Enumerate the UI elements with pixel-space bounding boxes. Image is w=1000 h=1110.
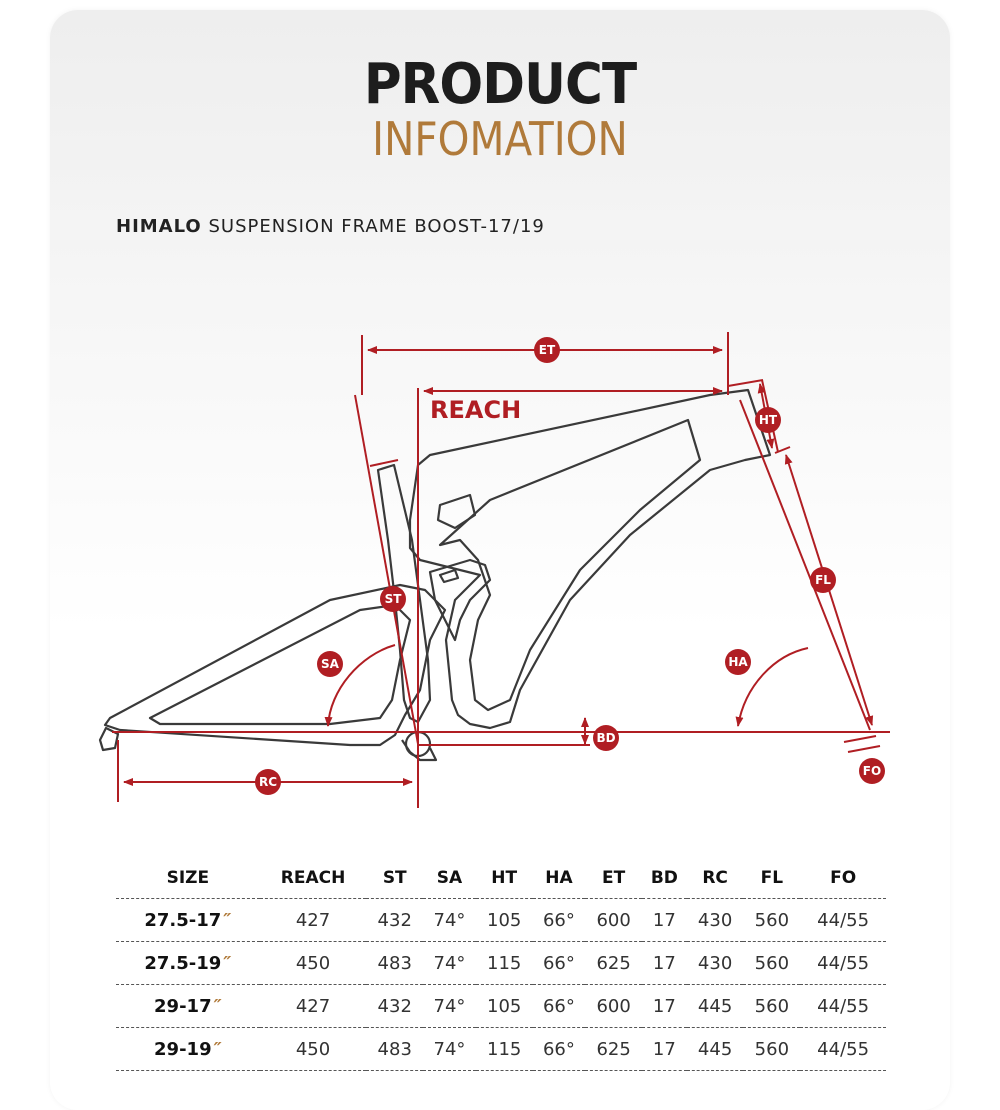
brand-name: HIMALO [116, 216, 202, 237]
cell-fl: 560 [743, 985, 800, 1028]
page-subtitle: INFOMATION [372, 112, 628, 166]
cell-sa: 74° [423, 899, 476, 942]
cell-ht: 115 [476, 1028, 533, 1071]
col-header-fo: FO [800, 858, 886, 899]
fo-label: FO [862, 764, 882, 778]
col-header-ha: HA [533, 858, 586, 899]
cell-fl: 560 [743, 899, 800, 942]
table-row [116, 1028, 886, 1071]
ht-badge [755, 407, 781, 433]
size-value: 29-17 [154, 995, 212, 1017]
inch-mark: ″ [213, 995, 222, 1017]
cell-rc: 445 [687, 985, 744, 1028]
fo-badge [859, 758, 885, 784]
cell-reach: 450 [260, 1028, 367, 1071]
cell-ht: 115 [476, 942, 533, 985]
cell-bd: 17 [642, 942, 687, 985]
ht-label: HT [758, 413, 778, 427]
cell-et: 600 [585, 985, 642, 1028]
cell-et: 600 [585, 899, 642, 942]
cell-et: 625 [585, 1028, 642, 1071]
size-value: 27.5-17 [144, 909, 222, 931]
col-header-sa: SA [423, 858, 476, 899]
cell-bd: 17 [642, 1028, 687, 1071]
cell-sa: 74° [423, 942, 476, 985]
cell-sa: 74° [423, 1028, 476, 1071]
cell-st: 432 [366, 985, 423, 1028]
cell-st: 483 [366, 1028, 423, 1071]
col-header-st: ST [366, 858, 423, 899]
sa-label: SA [321, 657, 339, 671]
cell-sa: 74° [423, 985, 476, 1028]
cell-ha: 66° [533, 985, 586, 1028]
size-value: 29-19 [154, 1038, 212, 1060]
et-label: ET [538, 343, 556, 357]
et-badge [534, 337, 560, 363]
inch-mark: ″ [223, 909, 232, 931]
col-header-rc: RC [687, 858, 744, 899]
rc-badge [255, 769, 281, 795]
cell-st: 483 [366, 942, 423, 985]
cell-et: 625 [585, 942, 642, 985]
cell-ha: 66° [533, 942, 586, 985]
table-row [116, 985, 886, 1028]
cell-fo: 44/55 [800, 1028, 886, 1071]
table-row [116, 942, 886, 985]
reach-label: REACH [430, 396, 522, 424]
col-header-fl: FL [743, 858, 800, 899]
col-header-size: SIZE [116, 858, 260, 899]
bd-badge [593, 725, 619, 751]
cell-size [116, 942, 260, 985]
cell-bd: 17 [642, 899, 687, 942]
cell-ha: 66° [533, 899, 586, 942]
size-value: 27.5-19 [144, 952, 222, 974]
cell-reach: 427 [260, 985, 367, 1028]
cell-ht: 105 [476, 899, 533, 942]
inch-mark: ″ [213, 1038, 222, 1060]
cell-size [116, 899, 260, 942]
col-header-bd: BD [642, 858, 687, 899]
cell-ht: 105 [476, 985, 533, 1028]
ha-label: HA [728, 655, 748, 669]
cell-fl: 560 [743, 942, 800, 985]
table-row [116, 899, 886, 942]
cell-size [116, 1028, 260, 1071]
bike-frame-outline [100, 390, 770, 760]
cell-fo: 44/55 [800, 899, 886, 942]
col-header-et: ET [585, 858, 642, 899]
rc-label: RC [258, 775, 278, 789]
cell-fo: 44/55 [800, 942, 886, 985]
sa-badge [317, 651, 343, 677]
fl-label: FL [815, 573, 831, 587]
cell-reach: 427 [260, 899, 367, 942]
geometry-spec-table [116, 858, 886, 1071]
cell-fo: 44/55 [800, 985, 886, 1028]
st-label: ST [384, 592, 402, 606]
col-header-ht: HT [476, 858, 533, 899]
cell-fl: 560 [743, 1028, 800, 1071]
cell-ha: 66° [533, 1028, 586, 1071]
cell-rc: 430 [687, 899, 744, 942]
frame-model: SUSPENSION FRAME BOOST-17/19 [208, 216, 545, 237]
page-title: PRODUCT [363, 52, 637, 117]
cell-rc: 430 [687, 942, 744, 985]
cell-size [116, 985, 260, 1028]
bd-label: BD [596, 731, 616, 745]
st-badge [380, 586, 406, 612]
fl-badge [810, 567, 836, 593]
col-header-reach: REACH [260, 858, 367, 899]
cell-reach: 450 [260, 942, 367, 985]
cell-bd: 17 [642, 985, 687, 1028]
inch-mark: ″ [223, 952, 232, 974]
table-header-row [116, 858, 886, 899]
ha-badge [725, 649, 751, 675]
cell-st: 432 [366, 899, 423, 942]
cell-rc: 445 [687, 1028, 744, 1071]
